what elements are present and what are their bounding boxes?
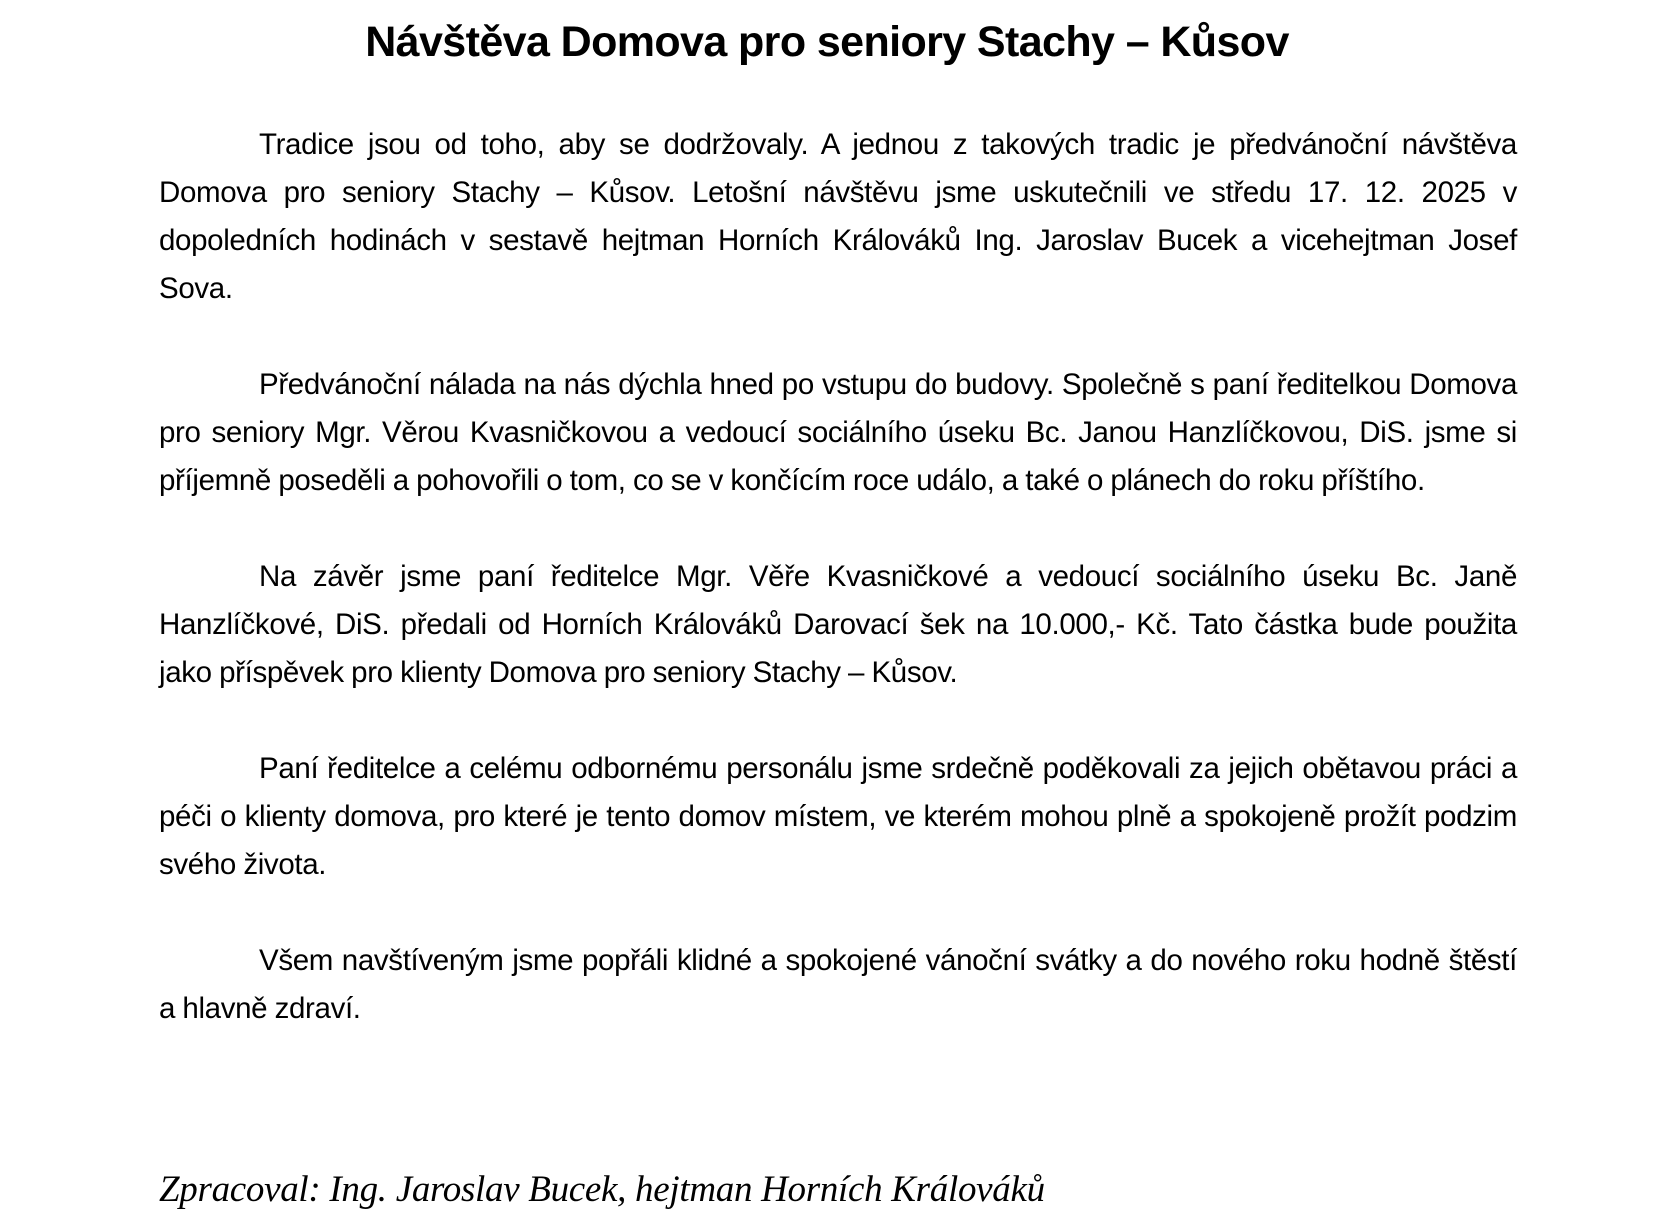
paragraph-tradition: Tradice jsou od toho, aby se dodržovaly. A jednou z takových tradic je předvánoční návštěva Domova pro seniory Stachy – Kůsov. Letošní návštěvu jsme uskutečnili ve středu 17. 12. 2025 v dopoledních hodinách v sestavě hejtman Horních Králováků Ing. Jaroslav Bucek a vicehejtman Josef Sova.: [159, 128, 1517, 305]
document-title: Návštěva Domova pro seniory Stachy – Kůsov: [365, 18, 1289, 66]
paragraph-wishes: Všem navštíveným jsme popřáli klidné a spokojené vánoční svátky a do nového roku hodně štěstí a hlavně zdraví.: [159, 944, 1517, 1025]
author-signature: Zpracoval: Ing. Jaroslav Bucek, hejtman Horních Králováků: [159, 1169, 1045, 1210]
paragraph-thanks: Paní ředitelce a celému odbornému personálu jsme srdečně poděkovali za jejich obětavou práci a péči o klienty domova, pro které je tento domov místem, ve kterém mohou plně a spokojeně prožít podzim svého života.: [159, 752, 1517, 881]
paragraph-atmosphere: Předvánoční nálada na nás dýchla hned po vstupu do budovy. Společně s paní ředitelkou Domova pro seniory Mgr. Věrou Kvasničkovou a vedoucí sociálního úseku Bc. Janou Hanzlíčkovou, DiS. jsme si příjemně poseděli a pohovořili o tom, co se v končícím roce událo, a také o plánech do roku příštího.: [159, 368, 1517, 497]
document-body: [159, 121, 1517, 1081]
paragraph-donation: Na závěr jsme paní ředitelce Mgr. Věře Kvasničkové a vedoucí sociálního úseku Bc. Janě Hanzlíčkové, DiS. předali od Horních Králováků Darovací šek na 10.000,- Kč. Tato částka bude použita jako příspěvek pro klienty Domova pro seniory Stachy – Kůsov.: [159, 560, 1517, 689]
